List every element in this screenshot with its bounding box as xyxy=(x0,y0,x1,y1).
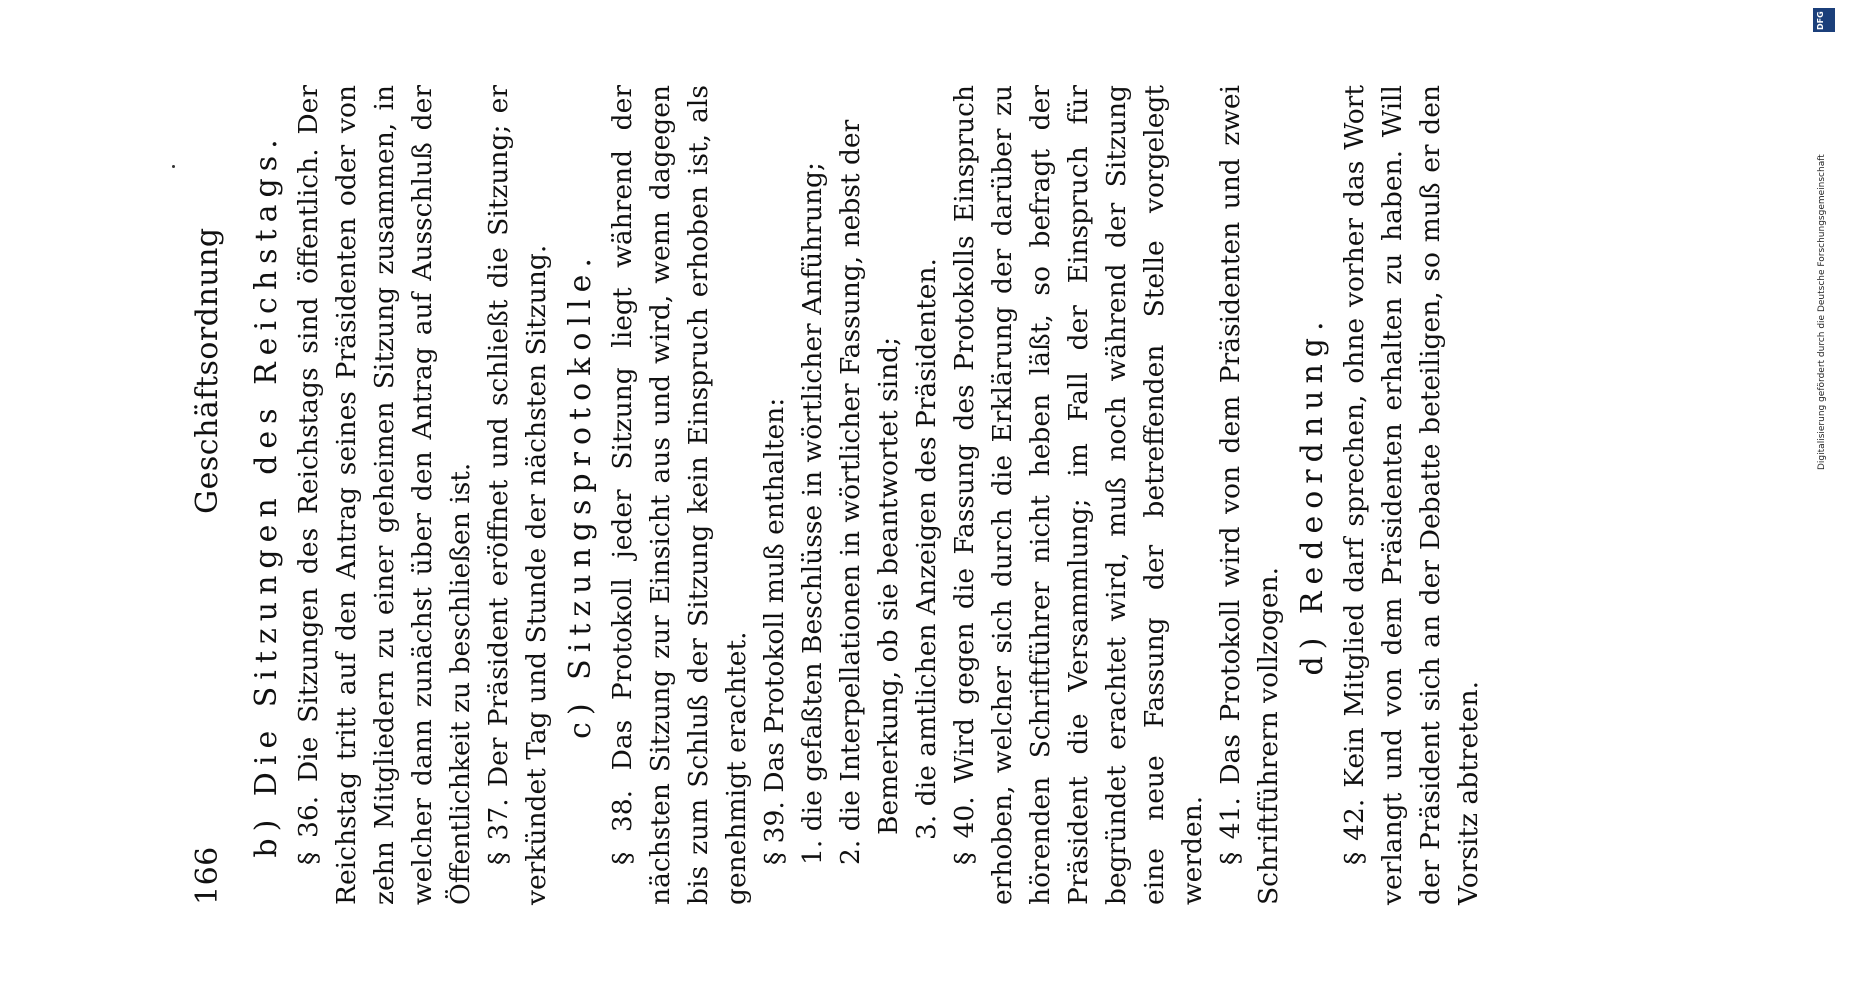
section-heading-b: b) Die Sitzungen des Reichstags. xyxy=(249,132,284,858)
rotated-page-content xyxy=(190,85,1488,905)
list-item-39-3: 3. die amtlichen Anzeigen des Präsidenten. xyxy=(911,258,942,840)
paragraph-39: § 39. Das Protokoll muß enthalten: xyxy=(759,397,790,865)
ink-speck xyxy=(172,165,175,168)
dfg-stamp xyxy=(1809,0,1839,1000)
paragraph-41: § 41. Das Protokoll wird von dem Präsidenten und zwei Schriftführern vollzogen. xyxy=(1215,85,1284,905)
paragraph-40: § 40. Wird gegen die Fassung des Protokolls Einspruch erhoben, welcher sich durch die Erklärung der darüber zu hörenden Schriftführer nicht heben läßt, so befragt der Präsident die Versammlung; im Fall der Einspruch für begründet erachtet wird, muß noch während der Sitzung eine neue Fassung der betreffenden Stelle vorgelegt werden. xyxy=(949,85,1208,905)
page-body xyxy=(246,85,1488,905)
section-heading-c: c) Sitzungsprotokolle. xyxy=(563,251,598,739)
paragraph-42: § 42. Kein Mitglied darf sprechen, ohne vorher das Wort verlangt und von dem Präsidenten erhalten zu haben. Will der Präsident sich an der Debatte beteiligen, so muß er den Vorsitz abtreten. xyxy=(1339,85,1484,905)
paragraph-38: § 38. Das Protokoll jeder Sitzung liegt während der nächsten Sitzung zur Einsicht aus und wird, wenn dagegen bis zum Schluß der Sitzung kein Einspruch erhoben ist, als genehmigt erachtet. xyxy=(607,85,752,905)
dfg-logo-label: DFG xyxy=(1816,11,1825,30)
page-number: 166 xyxy=(190,846,225,905)
page-header xyxy=(190,85,224,905)
dfg-stamp-text: Digitalisierung gefördert durch die Deutsche Forschungsgemeinschaft xyxy=(1817,154,1827,470)
paragraph-36: § 36. Die Sitzungen des Reichstags sind öffentlich. Der Reichstag tritt auf den Antrag seines Präsidenten oder von zehn Mitgliedern zu einer geheimen Sitzung zusammen, in welcher dann zunächst über den Antrag auf Ausschluß der Öffentlichkeit zu beschließen ist. xyxy=(293,85,476,905)
paragraph-37: § 37. Der Präsident eröffnet und schließt die Sitzung; er verkündet Tag und Stunde der nächsten Sitzung. xyxy=(483,85,552,905)
list-item-39-2: 2. die Interpellationen in wörtlicher Fassung, nebst der Bemerkung, ob sie beantwortet sind; xyxy=(835,119,904,865)
dfg-logo xyxy=(1813,8,1835,32)
running-title: Geschäftsordnung xyxy=(190,227,225,514)
section-heading-d: d) Redeordnung. xyxy=(1295,314,1330,676)
list-item-39-1: 1. die gefaßten Beschlüsse in wörtlicher Anführung; xyxy=(797,162,828,865)
